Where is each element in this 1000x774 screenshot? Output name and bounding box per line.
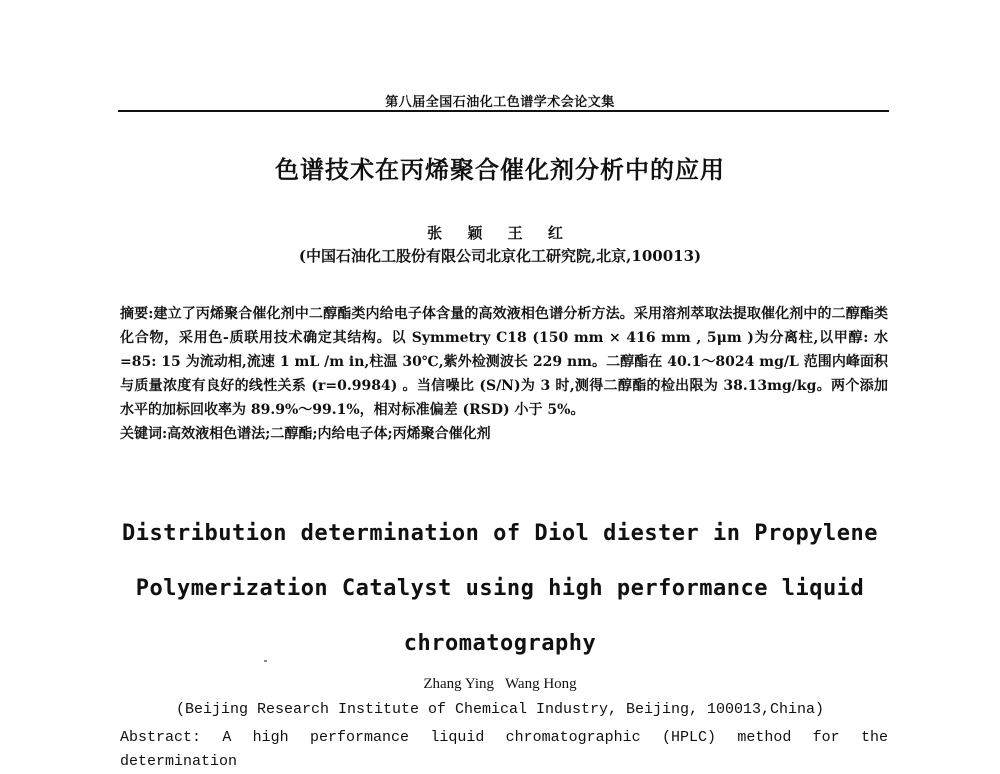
title-english-line-2: Polymerization Catalyst using high performance liquid bbox=[135, 576, 865, 601]
abstract-chinese bbox=[120, 302, 888, 422]
abstract-chinese-label: 摘要: bbox=[120, 306, 154, 322]
affiliation-chinese: (中国石油化工股份有限公司北京化工研究院,北京,100013) bbox=[298, 247, 702, 265]
affiliation-english: (Beijing Research Institute of Chemical Industry, Beijing, 100013,China) bbox=[175, 701, 825, 718]
abstract-english-body: A high performance liquid chromatographic (HPLC) method for the determination bbox=[120, 729, 888, 770]
keywords-chinese-label: 关键词: bbox=[120, 426, 168, 442]
abstract-english-block bbox=[120, 726, 888, 774]
abstract-english bbox=[120, 726, 888, 774]
title-chinese: 色谱技术在丙烯聚合催化剂分析中的应用 bbox=[275, 156, 725, 184]
keywords-chinese bbox=[120, 422, 888, 446]
title-english-line-1: Distribution determination of Diol diester in Propylene bbox=[122, 521, 878, 546]
title-english-line-3: chromatography bbox=[403, 631, 597, 656]
scan-speck bbox=[264, 660, 267, 662]
header-rule bbox=[118, 110, 889, 112]
abstract-chinese-block bbox=[120, 302, 888, 446]
abstract-english-label: Abstract: bbox=[120, 729, 202, 746]
abstract-chinese-body: 建立了丙烯聚合催化剂中二醇酯类内给电子体含量的高效液相色谱分析方法。采用溶剂萃取法提取催化剂中的二醇酯类化合物，采用色-质联用技术确定其结构。以 Symmetry C18 (150 mm × 416 mm , 5μm )为分离柱,以甲醇: 水=85: 15 为流动相,流速 1 mL /m in,柱温 30℃,紫外检测波长 229 nm。二醇酯在 40.1～8024 mg/L 范围内峰面积与质量浓度有良好的线性关系 (r=0.9984) 。当信噪比 (S/N)为 3 时,测得二醇酯的检出限为 38.13mg/kg。两个添加水平的加标回收率为 89.9%～99.1%，相对标准偏差 (RSD) 小于 5%。 bbox=[120, 306, 888, 418]
proceedings-header: 第八届全国石油化工色谱学术会论文集 bbox=[385, 95, 615, 110]
authors-english: Zhang Ying Wang Hong bbox=[423, 676, 577, 692]
keywords-chinese-body: 高效液相色谱法;二醇酯;内给电子体;丙烯聚合催化剂 bbox=[167, 426, 491, 442]
authors-chinese: 张 颖 王 红 bbox=[427, 224, 573, 242]
